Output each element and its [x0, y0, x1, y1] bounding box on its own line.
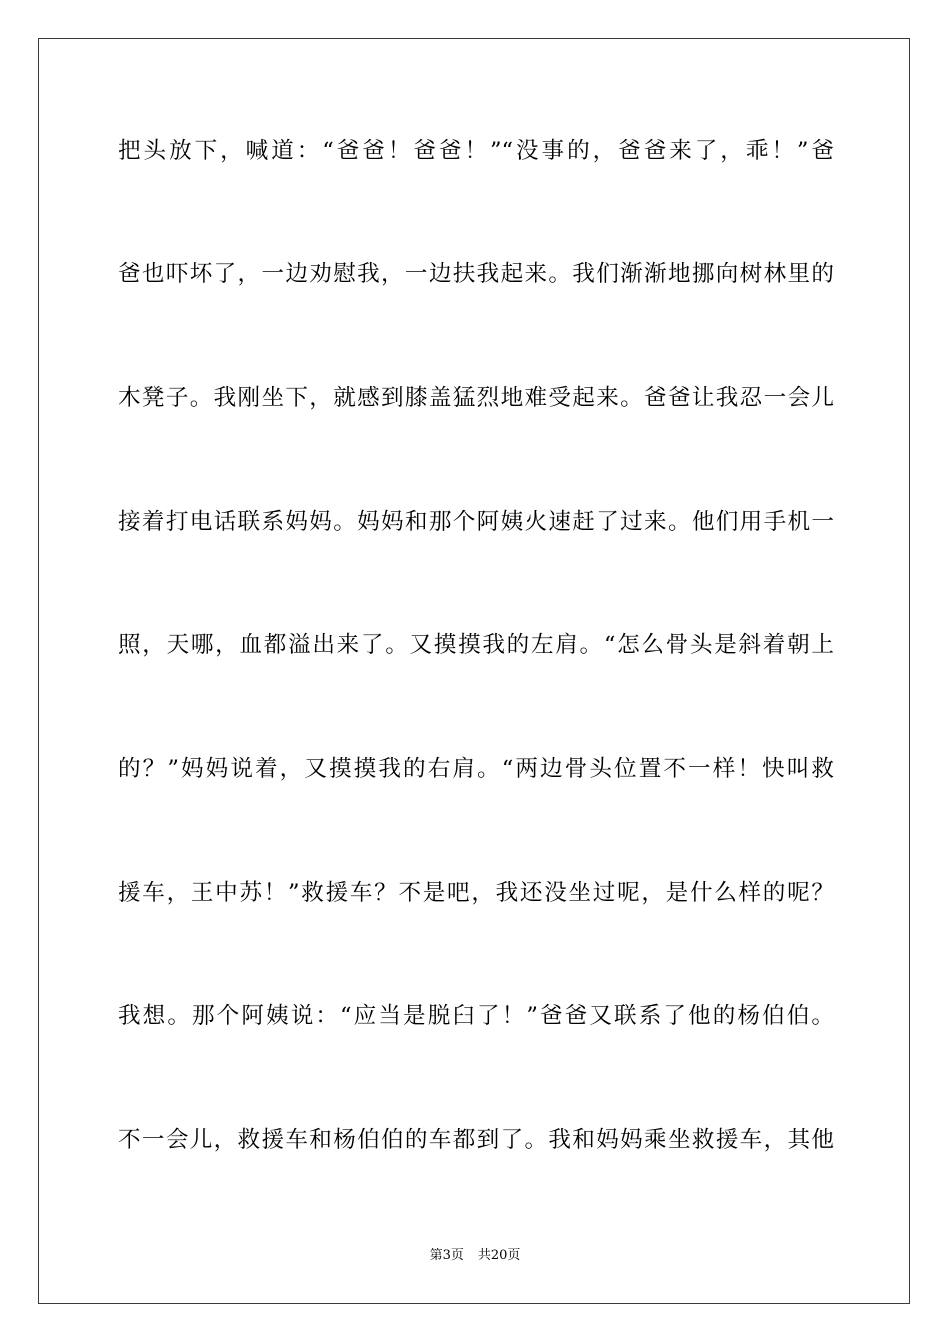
text-line-4: 接着打电话联系妈妈。妈妈和那个阿姨火速赶了过来。他们用手机一 [118, 509, 834, 535]
text-line-5: 照，天哪，血都溢出来了。又摸摸我的左肩。“怎么骨头是斜着朝上 [118, 632, 834, 658]
text-line-1: 把头放下，喊道：“爸爸！爸爸！”“没事的，爸爸来了，乖！”爸 [118, 138, 834, 164]
page-total: 共20页 [477, 1248, 521, 1263]
text-line-8: 我想。那个阿姨说：“应当是脱臼了！”爸爸又联系了他的杨伯伯。 [118, 1003, 834, 1029]
page-number: 第3页 [429, 1248, 464, 1263]
text-line-7: 援车，王中苏！”救援车？不是吧，我还没坐过呢，是什么样的呢？ [118, 880, 834, 906]
text-line-3: 木凳子。我刚坐下，就感到膝盖猛烈地难受起来。爸爸让我忍一会儿 [118, 385, 834, 411]
text-line-2: 爸也吓坏了，一边劝慰我，一边扶我起来。我们渐渐地挪向树林里的 [118, 261, 834, 287]
page-border [38, 38, 910, 1304]
text-line-6: 的？”妈妈说着，又摸摸我的右肩。“两边骨头位置不一样！快叫救 [118, 756, 834, 782]
text-line-9: 不一会儿，救援车和杨伯伯的车都到了。我和妈妈乘坐救援车，其他 [118, 1127, 834, 1153]
page-footer [0, 1247, 950, 1265]
